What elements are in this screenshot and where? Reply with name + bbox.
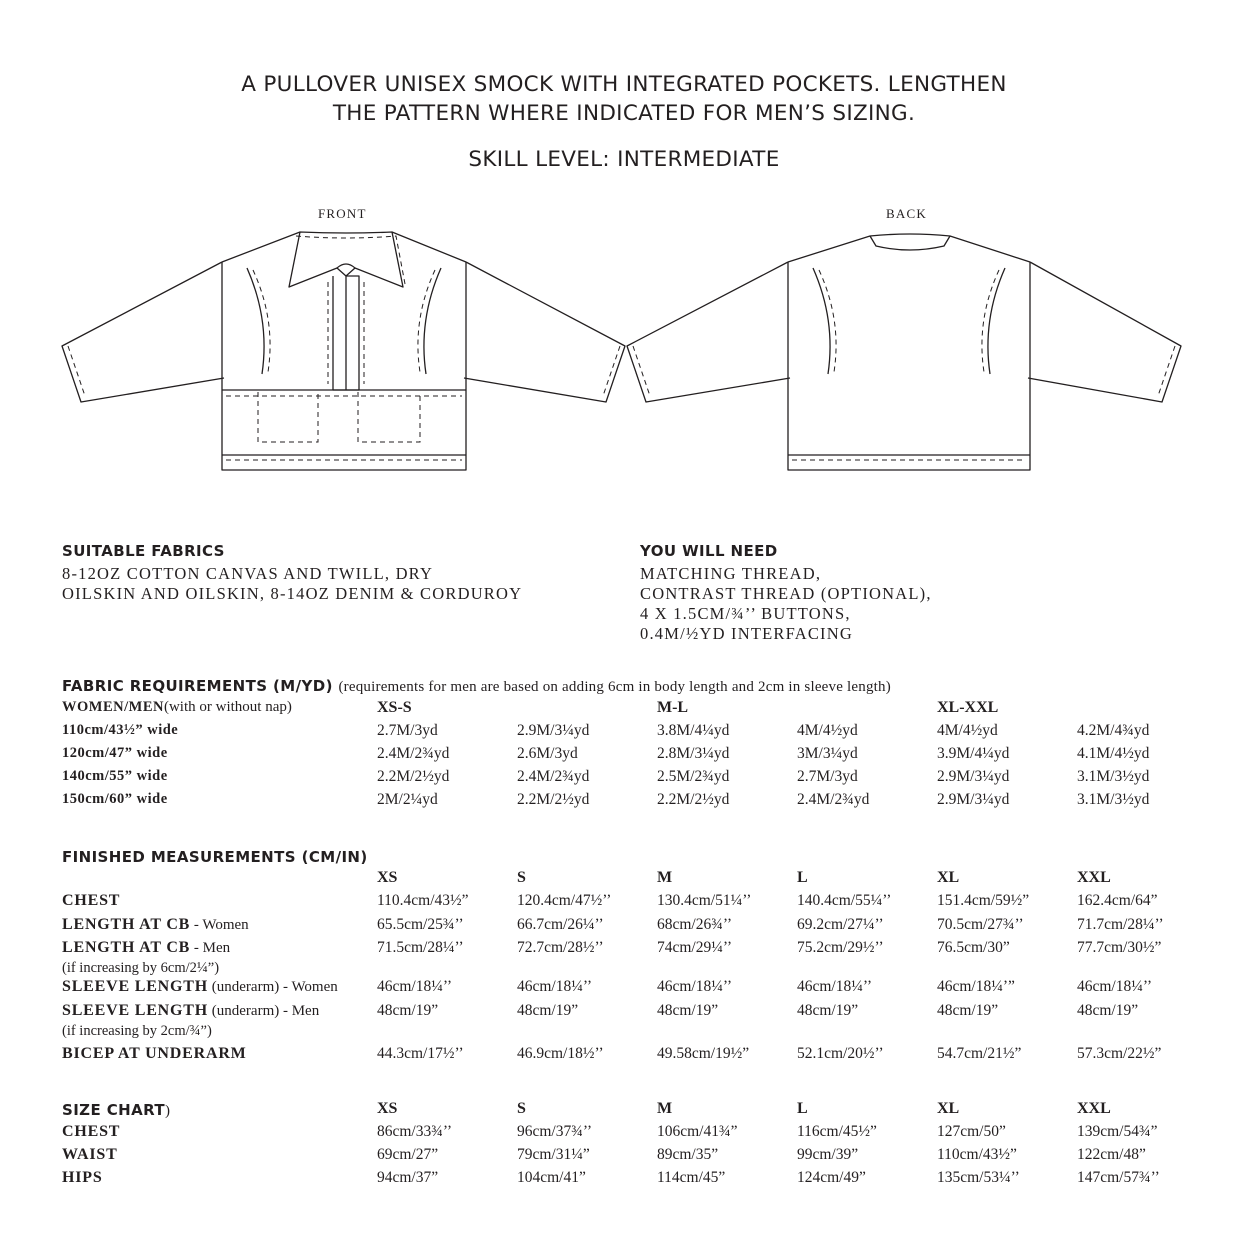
fabric-amount-cell: 3.1M/3½yd	[1077, 791, 1150, 808]
fabric-requirements-title: FABRIC REQUIREMENTS (M/YD)	[62, 677, 333, 695]
suitable-fabrics-heading: SUITABLE FABRICS	[62, 542, 225, 560]
measurement-value: 110.4cm/43½”	[377, 892, 469, 909]
measurement-value: 46cm/18¼’”	[937, 978, 1015, 995]
size-column-header: L	[797, 869, 808, 886]
back-topstitching	[633, 270, 1175, 460]
body-measurement-value: 122cm/48”	[1077, 1146, 1146, 1163]
size-column-header: S	[517, 1100, 526, 1117]
body-measurement-value: 147cm/57¾’’	[1077, 1169, 1160, 1186]
body-measurement-value: 69cm/27”	[377, 1146, 439, 1163]
size-column-header: XL	[937, 869, 960, 886]
measurement-value: 52.1cm/20½’’	[797, 1045, 884, 1062]
measurement-value: 75.2cm/29½’’	[797, 939, 884, 956]
size-group-header: M-L	[657, 699, 689, 716]
body-measurement-value: 106cm/41¾”	[657, 1123, 738, 1140]
size-chart-heading	[62, 1101, 170, 1120]
size-column-header: XS	[377, 1100, 398, 1117]
body-measurement-label: CHEST	[62, 1123, 121, 1140]
measurement-value: 130.4cm/51¼’’	[657, 892, 752, 909]
measurement-value: 76.5cm/30”	[937, 939, 1010, 956]
body-measurement-label: HIPS	[62, 1169, 103, 1186]
front-view-drawing	[62, 232, 625, 470]
suitable-fabrics-line: 8-12OZ COTTON CANVAS AND TWILL, DRY	[62, 564, 434, 583]
fabric-amount-cell: 4M/4½yd	[797, 722, 858, 739]
measurement-value: 72.7cm/28½’’	[517, 939, 604, 956]
measurement-value: 68cm/26¾’’	[657, 916, 733, 933]
front-placket	[333, 276, 359, 390]
measurement-label	[62, 892, 120, 910]
back-shoulder-line	[788, 234, 1030, 262]
size-column-header: L	[797, 1100, 808, 1117]
measurement-value: 46cm/18¼’’	[1077, 978, 1153, 995]
fabric-width-label: 150cm/60” wide	[62, 791, 168, 807]
you-will-need-line: 0.4M/½YD INTERFACING	[640, 624, 853, 643]
measurement-value: 48cm/19”	[377, 1002, 439, 1019]
fabric-amount-cell: 2.8M/3¼yd	[657, 745, 730, 762]
fabric-amount-cell: 2.4M/2¾yd	[517, 768, 590, 785]
measurement-label	[62, 978, 338, 996]
measurement-value: 46.9cm/18½’’	[517, 1045, 604, 1062]
measurement-label	[62, 939, 230, 957]
measurement-name: LENGTH AT CB	[62, 916, 191, 933]
suitable-fabrics-list	[62, 564, 522, 604]
body-measurement-value: 124cm/49”	[797, 1169, 866, 1186]
finished-measurements-heading: FINISHED MEASUREMENTS (CM/IN)	[62, 848, 368, 866]
description-line-2: THE PATTERN WHERE INDICATED FOR MEN’S SIZING.	[332, 101, 916, 126]
fabric-amount-cell: 2.2M/2½yd	[657, 791, 730, 808]
measurement-qualifier: (underarm) - Women	[208, 979, 338, 995]
measurement-value: 46cm/18¼’’	[797, 978, 873, 995]
measurement-note: (if increasing by 6cm/2¼”)	[62, 960, 220, 976]
fabric-amount-cell: 4.1M/4½yd	[1077, 745, 1150, 762]
fabric-amount-cell: 2.9M/3¼yd	[937, 768, 1010, 785]
fabric-amount-cell: 4.2M/4¾yd	[1077, 722, 1150, 739]
back-left-sleeve	[627, 262, 790, 402]
body-measurement-value: 127cm/50”	[937, 1123, 1006, 1140]
measurement-value: 46cm/18¼’’	[377, 978, 453, 995]
body-measurement-value: 135cm/53¼’’	[937, 1169, 1020, 1186]
you-will-need-line: 4 X 1.5CM/¾’’ BUTTONS,	[640, 604, 851, 623]
back-label: BACK	[886, 206, 927, 221]
measurement-value: 71.5cm/28¼’’	[377, 939, 464, 956]
measurement-value: 48cm/19”	[1077, 1002, 1139, 1019]
measurement-value: 44.3cm/17½’’	[377, 1045, 464, 1062]
body-measurement-value: 96cm/37¾’’	[517, 1123, 593, 1140]
measurement-label	[62, 1002, 319, 1020]
size-column-header: XXL	[1077, 869, 1111, 886]
measurement-note: (if increasing by 2cm/¾”)	[62, 1023, 212, 1039]
measurement-label	[62, 1045, 247, 1063]
back-right-sleeve	[1028, 262, 1181, 402]
body-measurement-value: 79cm/31¼”	[517, 1146, 590, 1163]
measurement-value: 162.4cm/64”	[1077, 892, 1158, 909]
fabric-amount-cell: 3M/3¼yd	[797, 745, 858, 762]
measurement-name: LENGTH AT CB	[62, 939, 191, 956]
you-will-need-line: MATCHING THREAD,	[640, 564, 822, 583]
body-measurement-label: WAIST	[62, 1146, 118, 1163]
measurement-name: CHEST	[62, 892, 121, 909]
measurement-value: 74cm/29¼’’	[657, 939, 733, 956]
front-body-outline	[222, 262, 466, 470]
fabric-width-label: 110cm/43½” wide	[62, 722, 179, 738]
fabric-amount-cell: 2.2M/2½yd	[377, 768, 450, 785]
fabric-amount-cell: 2.9M/3¼yd	[937, 791, 1010, 808]
measurement-value: 46cm/18¼’’	[517, 978, 593, 995]
measurement-value: 120.4cm/47½’’	[517, 892, 612, 909]
front-right-pocket	[358, 392, 420, 442]
measurement-value: 46cm/18¼’’	[657, 978, 733, 995]
women-men-row-header	[62, 699, 292, 716]
size-chart-heading-suffix: )	[165, 1103, 171, 1119]
body-measurement-value: 116cm/45½”	[797, 1123, 877, 1140]
fabric-width-label: 120cm/47” wide	[62, 745, 168, 761]
fabric-amount-cell: 2.2M/2½yd	[517, 791, 590, 808]
measurement-qualifier: - Women	[190, 917, 249, 933]
back-view-drawing	[627, 234, 1181, 470]
measurement-name: BICEP AT UNDERARM	[62, 1045, 247, 1062]
measurement-value: 151.4cm/59½”	[937, 892, 1030, 909]
size-column-header: M	[657, 1100, 673, 1117]
measurement-value: 140.4cm/55¼’’	[797, 892, 892, 909]
you-will-need-line: CONTRAST THREAD (OPTIONAL),	[640, 584, 932, 603]
size-group-header: XS-S	[377, 699, 412, 716]
measurement-value: 70.5cm/27¾’’	[937, 916, 1024, 933]
measurement-value: 48cm/19”	[517, 1002, 579, 1019]
size-column-header: XS	[377, 869, 398, 886]
fabric-amount-cell: 3.9M/4¼yd	[937, 745, 1010, 762]
size-column-header: XL	[937, 1100, 960, 1117]
size-column-header: XXL	[1077, 1100, 1111, 1117]
body-measurement-value: 104cm/41”	[517, 1169, 586, 1186]
fabric-amount-cell: 2M/2¼yd	[377, 791, 438, 808]
fabric-amount-cell: 3.1M/3½yd	[1077, 768, 1150, 785]
fabric-amount-cell: 2.7M/3yd	[377, 722, 438, 739]
fabric-amount-cell: 2.5M/2¾yd	[657, 768, 730, 785]
fabric-requirements-heading	[62, 677, 891, 696]
fabric-amount-cell: 2.4M/2¾yd	[377, 745, 450, 762]
body-measurement-value: 99cm/39”	[797, 1146, 859, 1163]
measurement-value: 49.58cm/19½”	[657, 1045, 750, 1062]
measurement-qualifier: (underarm) - Men	[208, 1003, 320, 1019]
front-left-pocket	[258, 392, 318, 442]
front-right-sleeve	[464, 262, 625, 402]
back-body-outline	[788, 262, 1030, 470]
size-group-header: XL-XXL	[937, 699, 999, 716]
fabric-amount-cell: 2.9M/3¼yd	[517, 722, 590, 739]
measurement-value: 65.5cm/25¾’’	[377, 916, 464, 933]
body-measurement-value: 89cm/35”	[657, 1146, 719, 1163]
fabric-amount-cell: 2.4M/2¾yd	[797, 791, 870, 808]
description-line-1: A PULLOVER UNISEX SMOCK WITH INTEGRATED POCKETS. LENGTHEN	[241, 72, 1007, 97]
measurement-value: 48cm/19”	[937, 1002, 999, 1019]
body-measurement-value: 86cm/33¾’’	[377, 1123, 453, 1140]
measurement-value: 48cm/19”	[797, 1002, 859, 1019]
measurement-name: SLEEVE LENGTH	[62, 978, 209, 995]
body-measurement-value: 114cm/45”	[657, 1169, 726, 1186]
measurement-value: 69.2cm/27¼’’	[797, 916, 884, 933]
garment-technical-drawings	[0, 0, 1248, 500]
fabric-amount-cell: 2.7M/3yd	[797, 768, 858, 785]
you-will-need-list	[640, 564, 932, 644]
front-left-sleeve	[62, 262, 224, 402]
measurement-qualifier: - Men	[190, 940, 231, 956]
front-topstitching	[68, 236, 620, 460]
women-men-label: WOMEN/MEN	[62, 699, 164, 715]
measurement-value: 77.7cm/30½”	[1077, 939, 1162, 956]
measurement-label	[62, 916, 249, 934]
measurement-value: 48cm/19”	[657, 1002, 719, 1019]
measurement-name: SLEEVE LENGTH	[62, 1002, 209, 1019]
measurement-value: 57.3cm/22½”	[1077, 1045, 1162, 1062]
measurement-value: 71.7cm/28¼’’	[1077, 916, 1164, 933]
body-measurement-value: 110cm/43½”	[937, 1146, 1017, 1163]
size-column-header: S	[517, 869, 526, 886]
fabric-amount-cell: 3.8M/4¼yd	[657, 722, 730, 739]
fabric-amount-cell: 4M/4½yd	[937, 722, 998, 739]
nap-note: (with or without nap)	[163, 699, 292, 715]
you-will-need-heading: YOU WILL NEED	[640, 542, 778, 560]
fabric-width-label: 140cm/55” wide	[62, 768, 168, 784]
measurement-value: 66.7cm/26¼’’	[517, 916, 604, 933]
fabric-requirements-note: (requirements for men are based on adding 6cm in body length and 2cm in sleeve length)	[338, 679, 891, 695]
size-chart-title: SIZE CHART	[62, 1101, 166, 1119]
front-label: FRONT	[318, 206, 367, 221]
fabric-amount-cell: 2.6M/3yd	[517, 745, 578, 762]
back-collar	[870, 236, 950, 250]
skill-level: SKILL LEVEL: INTERMEDIATE	[468, 147, 780, 172]
size-column-header: M	[657, 869, 673, 886]
body-measurement-value: 94cm/37”	[377, 1169, 439, 1186]
body-measurement-value: 139cm/54¾”	[1077, 1123, 1158, 1140]
suitable-fabrics-line: OILSKIN AND OILSKIN, 8-14OZ DENIM & CORDUROY	[62, 584, 523, 603]
measurement-value: 54.7cm/21½”	[937, 1045, 1022, 1062]
